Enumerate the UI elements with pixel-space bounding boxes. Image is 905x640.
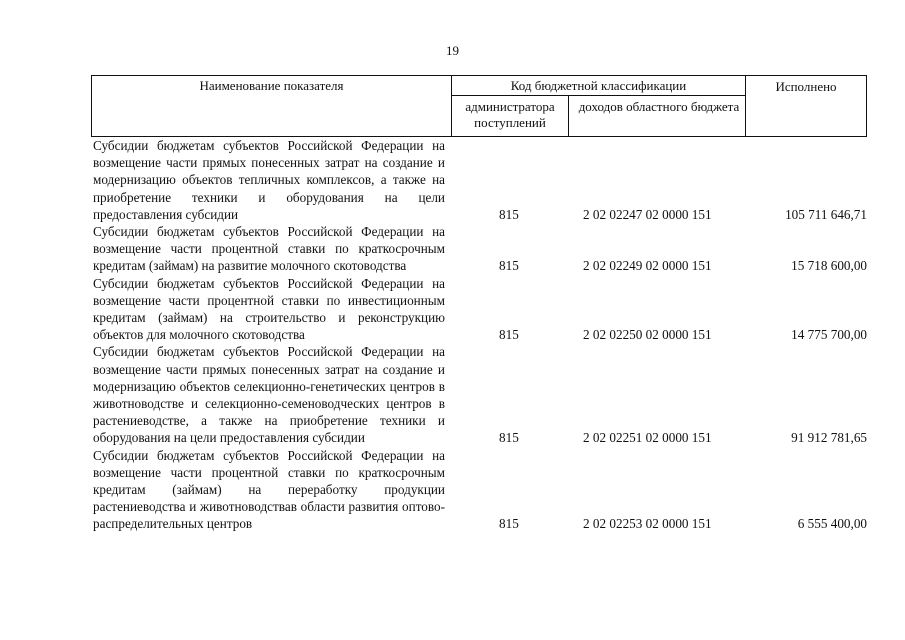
header-budget-code-group: Код бюджетной классификации <box>510 78 687 93</box>
income-code: 2 02 02250 02 0000 151 <box>583 327 712 343</box>
income-table-body <box>93 137 873 533</box>
executed-amount: 6 555 400,00 <box>797 516 867 532</box>
header-administrator: администратора поступлений <box>465 99 555 130</box>
indicator-name: Субсидии бюджетам субъектов Российской Федерации на возмещение части прямых понесенных затрат на создание и модернизацию объектов селекционно-генетических центров в животноводстве и селекционно-семеноводческих центров в растениеводстве, а также на приобретение техники и оборудования на цели предоставления субсидии <box>93 344 445 446</box>
indicator-name: Субсидии бюджетам субъектов Российской Федерации на возмещение части процентной ставки по краткосрочным кредитам (займам) на развитие молочного скотоводства <box>93 224 445 274</box>
page-number: 19 <box>446 43 459 58</box>
table-row <box>93 275 873 344</box>
income-code: 2 02 02247 02 0000 151 <box>583 206 712 222</box>
income-code: 2 02 02249 02 0000 151 <box>583 258 712 274</box>
table-header <box>91 75 867 137</box>
administrator-code: 815 <box>499 258 519 274</box>
header-group-underline <box>451 95 746 96</box>
table-row <box>93 137 873 223</box>
executed-amount: 15 718 600,00 <box>791 258 867 274</box>
administrator-code: 815 <box>499 327 519 343</box>
executed-amount: 14 775 700,00 <box>791 327 867 343</box>
header-divider-subcols <box>568 95 569 137</box>
executed-amount: 105 711 646,71 <box>785 206 867 222</box>
header-border-top <box>91 75 867 76</box>
indicator-name: Субсидии бюджетам субъектов Российской Федерации на возмещение части прямых понесенных затрат на создание и модернизацию объектов тепличных комплексов, а также на приобретение техники и оборудования на цели предоставления субсидии <box>93 138 445 222</box>
table-row <box>93 343 873 446</box>
indicator-name: Субсидии бюджетам субъектов Российской Федерации на возмещение части процентной ставки по краткосрочным кредитам (займам) на переработку продукции растениеводства и животноводствав области развития оптово-распределительных центров <box>93 447 445 532</box>
header-executed: Исполнено <box>775 79 837 94</box>
administrator-code: 815 <box>499 430 519 446</box>
income-code: 2 02 02251 02 0000 151 <box>583 430 712 446</box>
header-border-right <box>866 75 867 137</box>
indicator-name: Субсидии бюджетам субъектов Российской Федерации на возмещение части процентной ставки по инвестиционным кредитам (займам) на строительство и реконструкцию объектов для молочного скотоводства <box>93 275 445 343</box>
table-row <box>93 447 873 533</box>
header-indicator-name: Наименование показателя <box>199 78 344 93</box>
income-code: 2 02 02253 02 0000 151 <box>583 516 712 532</box>
administrator-code: 815 <box>499 206 519 222</box>
header-regional-income: доходов областного бюджета <box>578 99 740 114</box>
table-row <box>93 223 873 275</box>
executed-amount: 91 912 781,65 <box>791 430 867 446</box>
administrator-code: 815 <box>499 516 519 532</box>
